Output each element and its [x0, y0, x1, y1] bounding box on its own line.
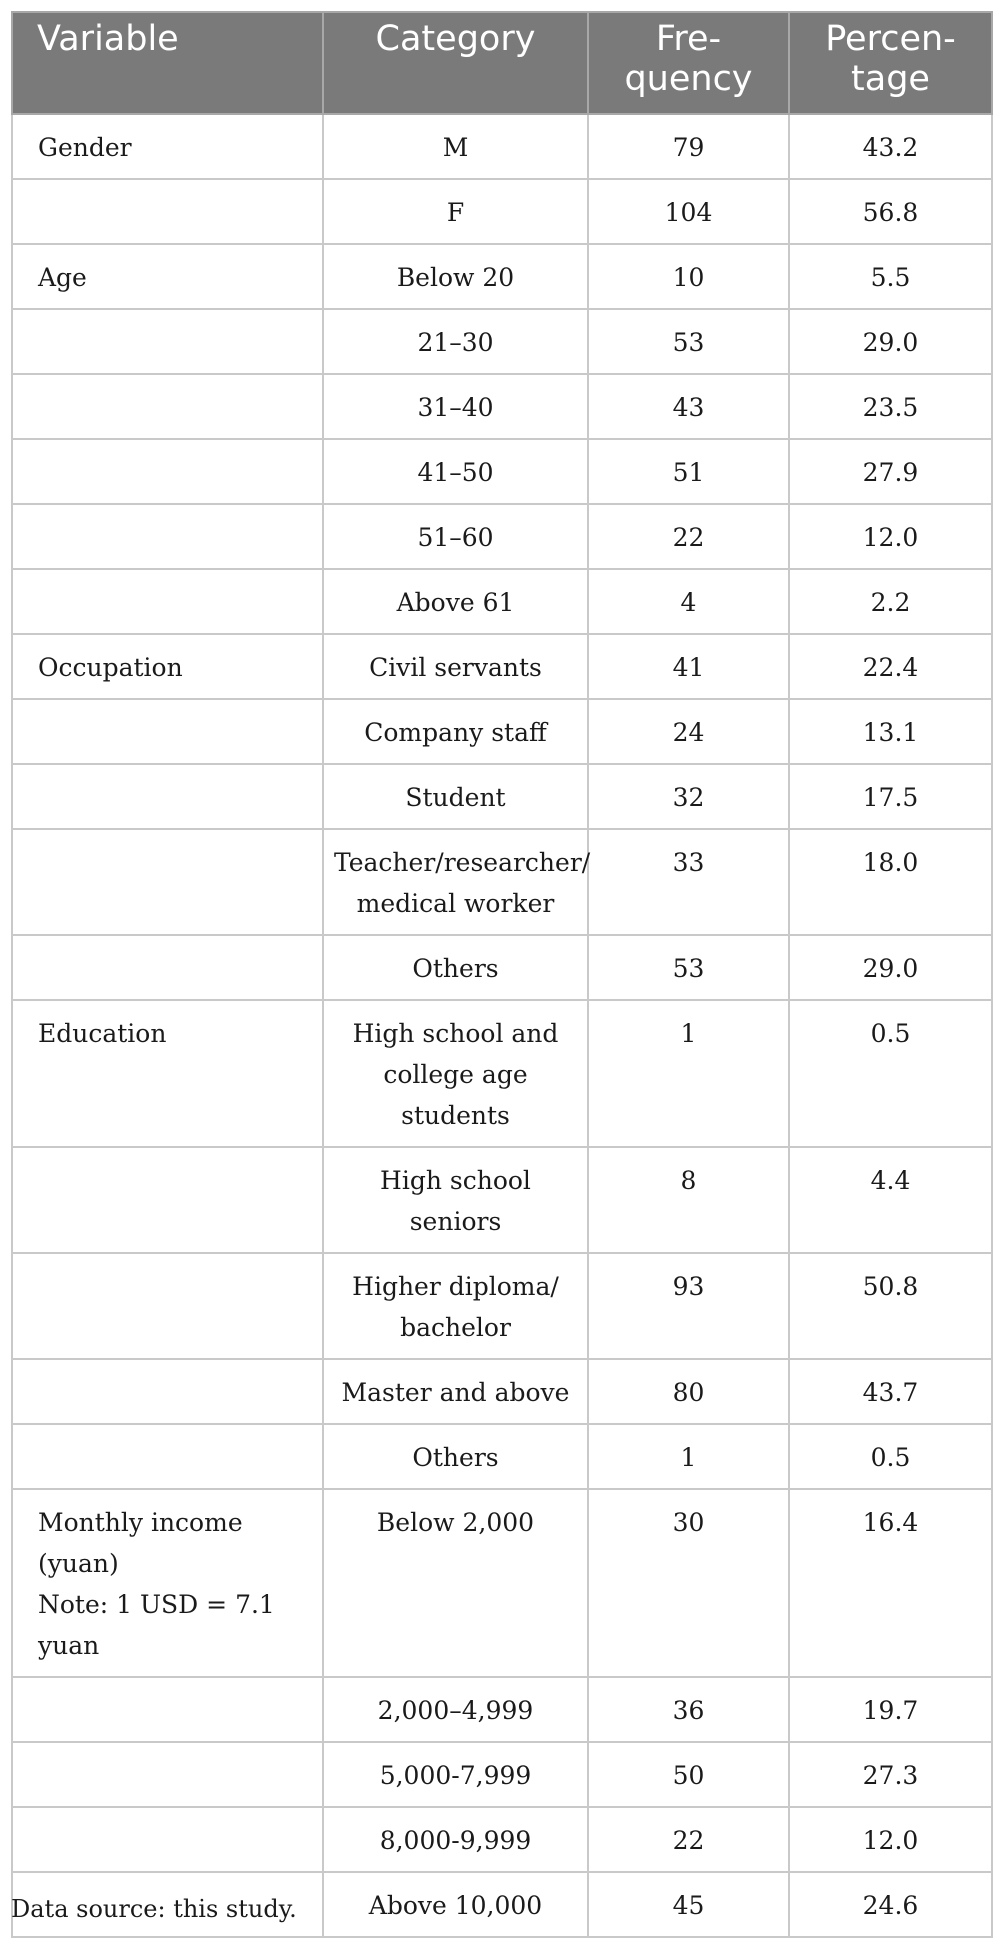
cell-category: Company staff	[323, 699, 588, 764]
table-row	[12, 1359, 992, 1424]
table-row	[12, 1000, 992, 1147]
cell-category: Above 61	[323, 569, 588, 634]
cell-category: Above 10,000	[323, 1872, 588, 1937]
cell-variable	[12, 1359, 323, 1424]
cell-variable: Occupation	[12, 634, 323, 699]
cell-frequency: 1	[588, 1424, 789, 1489]
table-row	[12, 309, 992, 374]
table-row	[12, 1677, 992, 1742]
cell-variable	[12, 699, 323, 764]
cell-variable	[12, 1253, 323, 1359]
cell-variable	[12, 179, 323, 244]
table-row	[12, 114, 992, 179]
cell-percentage: 0.5	[789, 1000, 992, 1147]
cell-frequency: 32	[588, 764, 789, 829]
header-frequency: Fre- quency	[588, 12, 789, 114]
cell-variable	[12, 764, 323, 829]
cell-frequency: 50	[588, 1742, 789, 1807]
table-row	[12, 1742, 992, 1807]
cell-frequency: 43	[588, 374, 789, 439]
cell-percentage: 4.4	[789, 1147, 992, 1253]
cell-frequency: 104	[588, 179, 789, 244]
cell-category: 21–30	[323, 309, 588, 374]
cell-variable	[12, 829, 323, 935]
table-row	[12, 634, 992, 699]
cell-percentage: 29.0	[789, 309, 992, 374]
cell-variable	[12, 1147, 323, 1253]
header-category: Category	[323, 12, 588, 114]
cell-frequency: 79	[588, 114, 789, 179]
cell-frequency: 93	[588, 1253, 789, 1359]
cell-variable	[12, 439, 323, 504]
cell-category: 51–60	[323, 504, 588, 569]
cell-variable	[12, 504, 323, 569]
cell-category: High school and college age students	[323, 1000, 588, 1147]
cell-frequency: 10	[588, 244, 789, 309]
cell-category: Below 2,000	[323, 1489, 588, 1677]
cell-percentage: 19.7	[789, 1677, 992, 1742]
cell-percentage: 12.0	[789, 504, 992, 569]
cell-frequency: 33	[588, 829, 789, 935]
cell-category: Others	[323, 935, 588, 1000]
cell-frequency: 36	[588, 1677, 789, 1742]
cell-percentage: 18.0	[789, 829, 992, 935]
cell-variable	[12, 309, 323, 374]
table-row	[12, 699, 992, 764]
cell-variable: Age	[12, 244, 323, 309]
table-row	[12, 504, 992, 569]
cell-category: 2,000–4,999	[323, 1677, 588, 1742]
table-row	[12, 244, 992, 309]
cell-frequency: 45	[588, 1872, 789, 1937]
cell-percentage: 13.1	[789, 699, 992, 764]
cell-frequency: 1	[588, 1000, 789, 1147]
cell-category: Master and above	[323, 1359, 588, 1424]
header-variable: Variable	[12, 12, 323, 114]
table-row	[12, 374, 992, 439]
cell-category: Student	[323, 764, 588, 829]
cell-category: 31–40	[323, 374, 588, 439]
cell-percentage: 43.2	[789, 114, 992, 179]
cell-category: F	[323, 179, 588, 244]
cell-percentage: 0.5	[789, 1424, 992, 1489]
cell-percentage: 56.8	[789, 179, 992, 244]
header-row	[12, 12, 992, 114]
cell-percentage: 43.7	[789, 1359, 992, 1424]
cell-frequency: 41	[588, 634, 789, 699]
cell-variable	[12, 1424, 323, 1489]
cell-percentage: 2.2	[789, 569, 992, 634]
cell-frequency: 80	[588, 1359, 789, 1424]
cell-frequency: 22	[588, 504, 789, 569]
data-source-note: Data source: this study.	[11, 1895, 297, 1923]
cell-frequency: 8	[588, 1147, 789, 1253]
cell-percentage: 17.5	[789, 764, 992, 829]
cell-frequency: 4	[588, 569, 789, 634]
demographics-table	[11, 11, 993, 1938]
cell-frequency: 53	[588, 935, 789, 1000]
cell-percentage: 29.0	[789, 935, 992, 1000]
cell-category: 8,000-9,999	[323, 1807, 588, 1872]
cell-percentage: 27.9	[789, 439, 992, 504]
cell-variable: Monthly income (yuan) Note: 1 USD = 7.1 yuan	[12, 1489, 323, 1677]
cell-category: M	[323, 114, 588, 179]
cell-category: Others	[323, 1424, 588, 1489]
cell-percentage: 23.5	[789, 374, 992, 439]
table-container	[11, 11, 991, 1938]
cell-variable: Gender	[12, 114, 323, 179]
cell-percentage: 24.6	[789, 1872, 992, 1937]
table-row	[12, 1807, 992, 1872]
cell-variable	[12, 374, 323, 439]
table-row	[12, 1253, 992, 1359]
cell-variable	[12, 569, 323, 634]
cell-percentage: 12.0	[789, 1807, 992, 1872]
cell-variable	[12, 935, 323, 1000]
cell-percentage: 5.5	[789, 244, 992, 309]
table-row	[12, 829, 992, 935]
header-percentage: Percen- tage	[789, 12, 992, 114]
cell-category: Civil servants	[323, 634, 588, 699]
cell-category: Teacher/researcher/ medical worker	[323, 829, 588, 935]
cell-variable	[12, 1742, 323, 1807]
cell-category: Below 20	[323, 244, 588, 309]
cell-frequency: 53	[588, 309, 789, 374]
cell-variable: Education	[12, 1000, 323, 1147]
table-row	[12, 569, 992, 634]
cell-category: Higher diploma/ bachelor	[323, 1253, 588, 1359]
cell-percentage: 22.4	[789, 634, 992, 699]
table-row	[12, 179, 992, 244]
table-row	[12, 1424, 992, 1489]
cell-category: 5,000-7,999	[323, 1742, 588, 1807]
cell-variable	[12, 1677, 323, 1742]
cell-frequency: 22	[588, 1807, 789, 1872]
table-row	[12, 1489, 992, 1677]
cell-percentage: 50.8	[789, 1253, 992, 1359]
table-row	[12, 764, 992, 829]
table-row	[12, 935, 992, 1000]
cell-category: High school seniors	[323, 1147, 588, 1253]
table-row	[12, 1147, 992, 1253]
cell-frequency: 30	[588, 1489, 789, 1677]
table-row	[12, 439, 992, 504]
table-body	[12, 114, 992, 1937]
cell-category: 41–50	[323, 439, 588, 504]
cell-frequency: 24	[588, 699, 789, 764]
cell-percentage: 27.3	[789, 1742, 992, 1807]
cell-frequency: 51	[588, 439, 789, 504]
cell-variable	[12, 1807, 323, 1872]
cell-percentage: 16.4	[789, 1489, 992, 1677]
